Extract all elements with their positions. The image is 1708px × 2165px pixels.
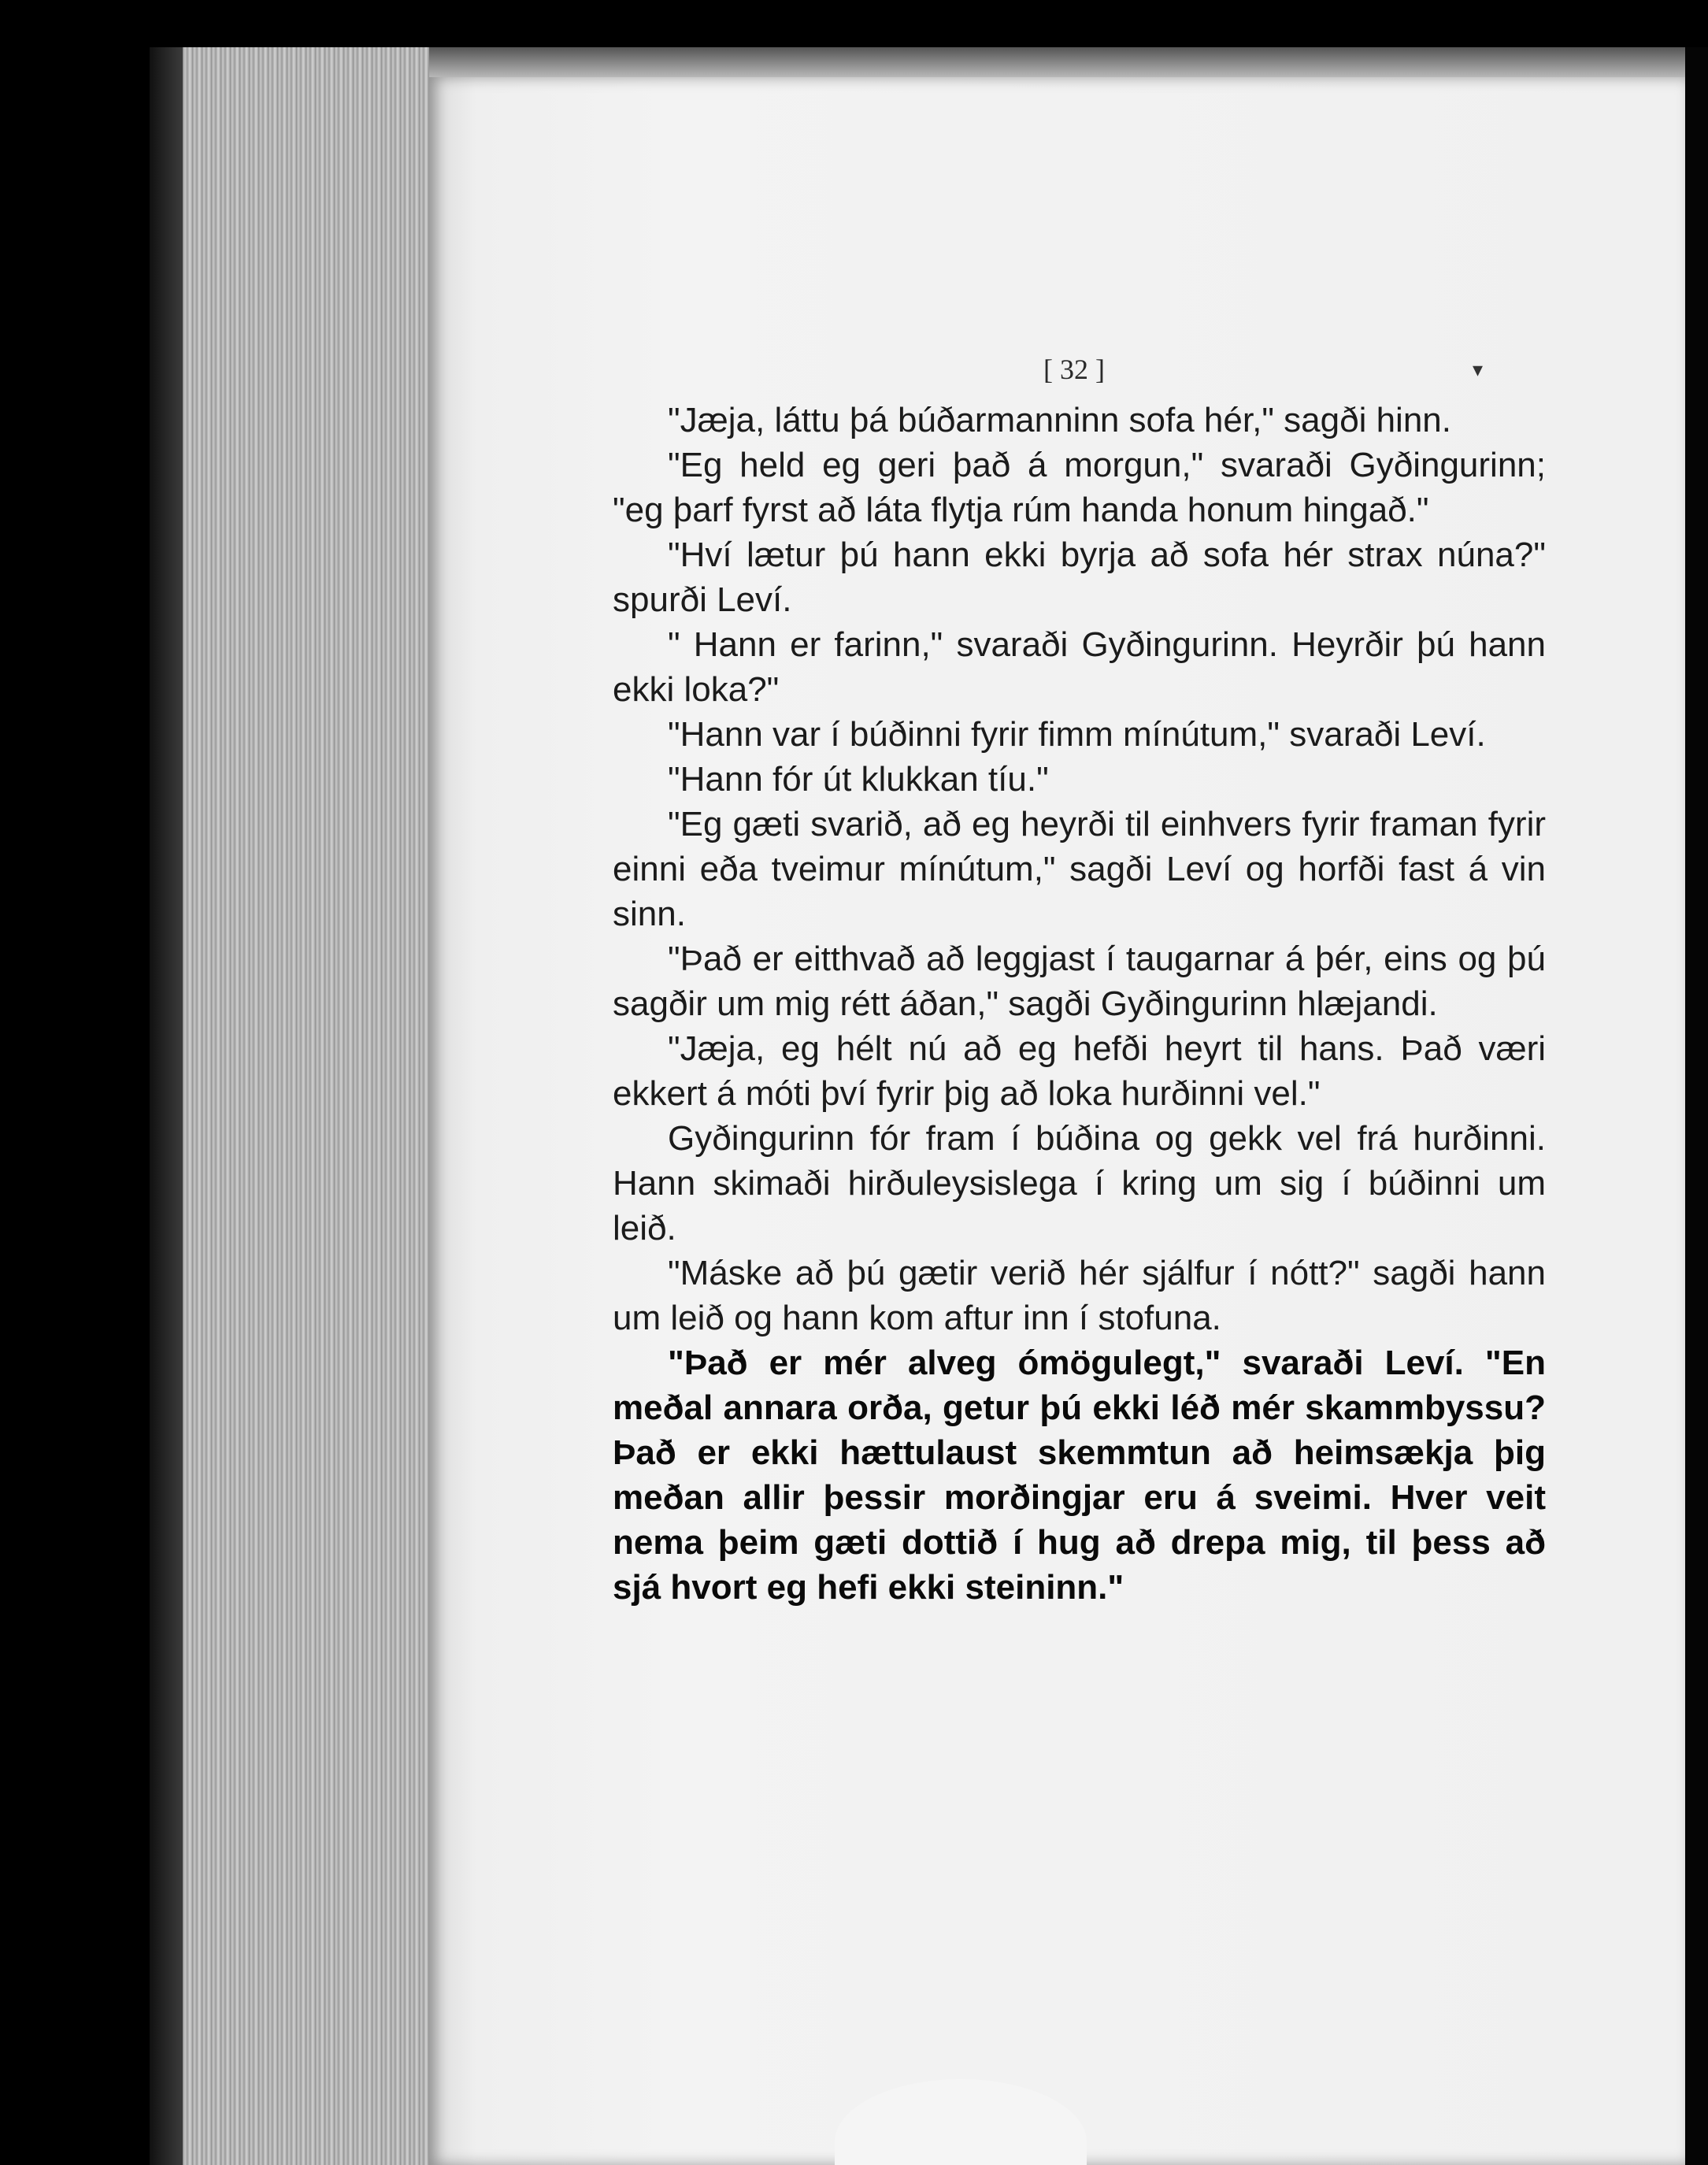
scan-artifact-mark: ▾ xyxy=(1473,358,1484,381)
paragraph: "Jæja, láttu þá búðarmanninn sofa hér," sagði hinn. xyxy=(668,401,1451,439)
paragraph: "Jæja, eg hélt nú að eg hefði heyrt til hans. Það væri ekkert á móti því fyrir þig að loka hurðinni vel." xyxy=(613,1029,1546,1113)
paragraph: " Hann er farinn," svaraði Gyðingurinn. Heyrðir þú hann ekki loka?" xyxy=(613,625,1546,709)
body-text xyxy=(613,398,1546,1610)
page-number: [ 32 ] xyxy=(1043,354,1105,385)
paragraph: "Eg gæti svarið, að eg heyrði til einhvers fyrir framan fyrir einni eða tveimur mínútum," sagði Leví og horfði fast á vin sinn. xyxy=(613,805,1546,933)
paragraph: Gyðingurinn fór fram í búðina og gekk vel frá hurðinni. Hann skimaði hirðuleysislega í kring um sig í búðinni um leið. xyxy=(613,1119,1546,1247)
paragraph: "Hann fór út klukkan tíu." xyxy=(668,760,1049,799)
paragraph: "Það er mér alveg ómögulegt," svaraði Leví. "En meðal annara orða, getur þú ekki léð mér skammbyssu? Það er ekki hættulaust skemmtun að heimsækja þig meðan allir þessir morðingjar eru á sveimi. Hver veit nema þeim gæti dottið í hug að drepa mig, til þess að sjá hvort eg hefi ekki steininn." xyxy=(613,1344,1546,1607)
paragraph: "Eg held eg geri það á morgun," svaraði Gyðingurinn; "eg þarf fyrst að láta flytja rúm handa honum hingað." xyxy=(613,446,1546,529)
paragraph: "Hví lætur þú hann ekki byrja að sofa hér strax núna?" spurði Leví. xyxy=(613,536,1546,619)
paragraph: "Hann var í búðinni fyrir fimm mínútum," svaraði Leví. xyxy=(668,715,1486,754)
book-page-edges xyxy=(183,47,435,2165)
paragraph: "Það er eitthvað að leggjast í taugarnar á þér, eins og þú sagðir um mig rétt áðan," sagði Gyðingurinn hlæjandi. xyxy=(613,940,1546,1023)
paragraph: "Máske að þú gætir verið hér sjálfur í nótt?" sagði hann um leið og hann kom aftur inn í stofuna. xyxy=(613,1254,1546,1337)
right-border xyxy=(1685,47,1708,2165)
page-top-shadow xyxy=(429,47,1685,79)
